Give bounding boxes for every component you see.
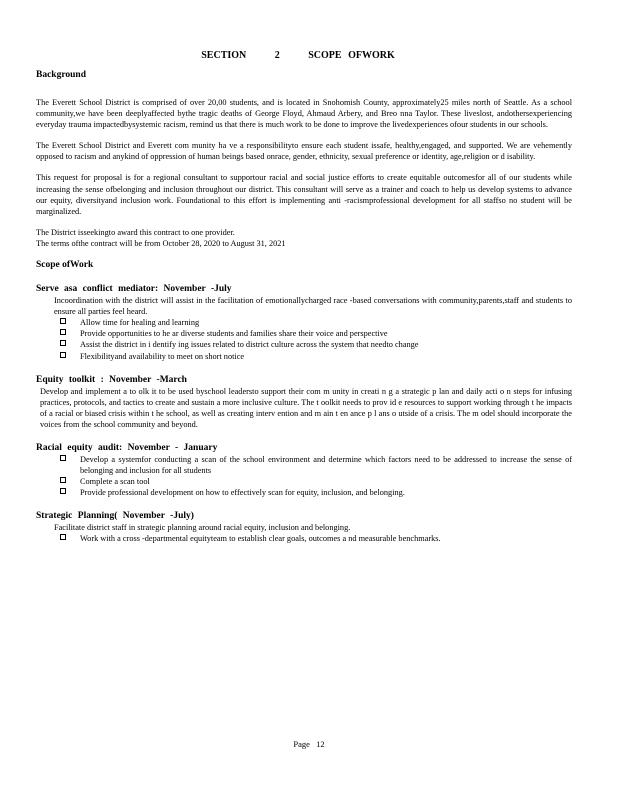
bullet-box-icon <box>60 534 66 540</box>
award-statement: The District isseekingto award this contract to one provider. <box>36 227 235 237</box>
bullet-box-icon <box>60 455 66 461</box>
bullet-box-icon <box>60 352 66 358</box>
background-paragraph-2: The Everett School District and Everett com munity ha ve a responsibilityto ensure each student issafe, healthy,engaged, and supported. We are vehemently opposed to racism and anykind of oppression of human beings based onrace, gender, ethnicity, sexual preference or identity, age,religion or d isability. <box>36 141 572 162</box>
list-item-text: Flexibilityand availability to meet on short notice <box>80 351 245 361</box>
list-item <box>36 339 572 350</box>
list-item <box>36 317 572 328</box>
background-paragraph-3: This request for proposal is for a regional consultant to supportour racial and social justice efforts to create equitable outcomesfor all of our students while increasing the sense ofbelonging and inclusion throughout our district. This consultant will serve as a trainer and coach to help us develop systems to advance our equity, diversityand inclusion work. Foundational to this effort is implementing anti -racismprofessional development for all staffso no student will be marginalized. <box>36 173 572 216</box>
scope-heading: Scope ofWork <box>36 260 94 271</box>
bullet-box-icon <box>60 488 66 494</box>
section-number: 2 <box>274 50 280 61</box>
list-item <box>36 454 572 476</box>
list-item-text: Allow time for healing and learning <box>80 318 200 328</box>
page-footer <box>0 739 618 749</box>
page-label: Page <box>293 739 310 749</box>
audit-heading: Racial equity audit: November - January <box>36 442 218 453</box>
section-heading: SCOPE OFWORK <box>308 50 395 61</box>
list-item <box>36 351 572 362</box>
bullet-box-icon <box>60 340 66 346</box>
list-item <box>36 487 572 498</box>
contract-terms: The terms ofthe contract will be from October 28, 2020 to August 31, 2021 <box>36 238 286 248</box>
bullet-box-icon <box>60 318 66 324</box>
bullet-box-icon <box>60 329 66 335</box>
toolkit-heading: Equity toolkit : November -March <box>36 374 187 385</box>
page-number: 12 <box>316 739 325 749</box>
list-item <box>36 328 572 339</box>
background-heading: Background <box>36 70 86 80</box>
list-item <box>36 533 572 544</box>
audit-bullet-list <box>36 454 572 498</box>
list-item-text: Provide professional development on how to effectively scan for equity, inclusion, and belonging. <box>80 488 405 498</box>
mediator-intro: Incoordination with the district will assist in the facilitation of emotionallycharged race -based conversations with community,parents,staff and students to ensure all parties feel heard. <box>54 296 572 317</box>
mediator-heading: Serve asa conflict mediator: November -July <box>36 284 232 295</box>
planning-intro: Facilitate district staff in strategic planning around racial equity, inclusion and belonging. <box>54 523 351 533</box>
list-item-text: Work with a cross -departmental equityteam to establish clear goals, outcomes a nd measurable benchmarks. <box>80 534 441 544</box>
page-content <box>36 69 572 557</box>
section-label: SECTION <box>201 50 247 61</box>
list-item <box>36 476 572 487</box>
list-item-text: Complete a scan tool <box>80 477 150 487</box>
mediator-bullet-list <box>36 317 572 361</box>
section-title <box>0 50 618 61</box>
list-item-text: Assist the district in i dentify ing issues related to district culture across the system that needto change <box>80 340 419 350</box>
toolkit-text: Develop and implement a to olk it to be used byschool leadersto support their com m unity in creati n g a strategic p lan and daily acti o n steps for infusing practices, protocols, and tactics to create and sustain a more inclusive culture. The t oolkit needs to prov id e resources to support working through t he impacts of a racial or biased crisis within t he school, as well as creating interv ention and m ain t en ance p l ans o utside of a crisis. The m odel should incorporate the voices from the school community and beyond. <box>40 386 572 429</box>
background-paragraph-1: The Everett School District is comprised of over 20,00 students, and is located in Snohomish County, approximately25 miles north of Seattle. As a school community,we have been deeplyaffected bythe tragic deaths of George Floyd, Ahmaud Arbery, and Breo nna Taylor. These liveslost, andothersexperiencing everyday trauma impactedbysystemic racism, remind us that there is much work to be done to improve the livedexperiences ofour students in our schools. <box>36 98 572 130</box>
planning-bullet-list <box>36 533 572 544</box>
list-item-text: Develop a systemfor conducting a scan of the school environment and determine which factors need to be addressed to increase the sense of belonging and inclusion for all students <box>80 454 572 476</box>
list-item-text: Provide opportunities to he ar diverse students and families share their voice and perspective <box>80 329 388 339</box>
bullet-box-icon <box>60 477 66 483</box>
planning-heading: Strategic Planning( November -July) <box>36 511 194 522</box>
